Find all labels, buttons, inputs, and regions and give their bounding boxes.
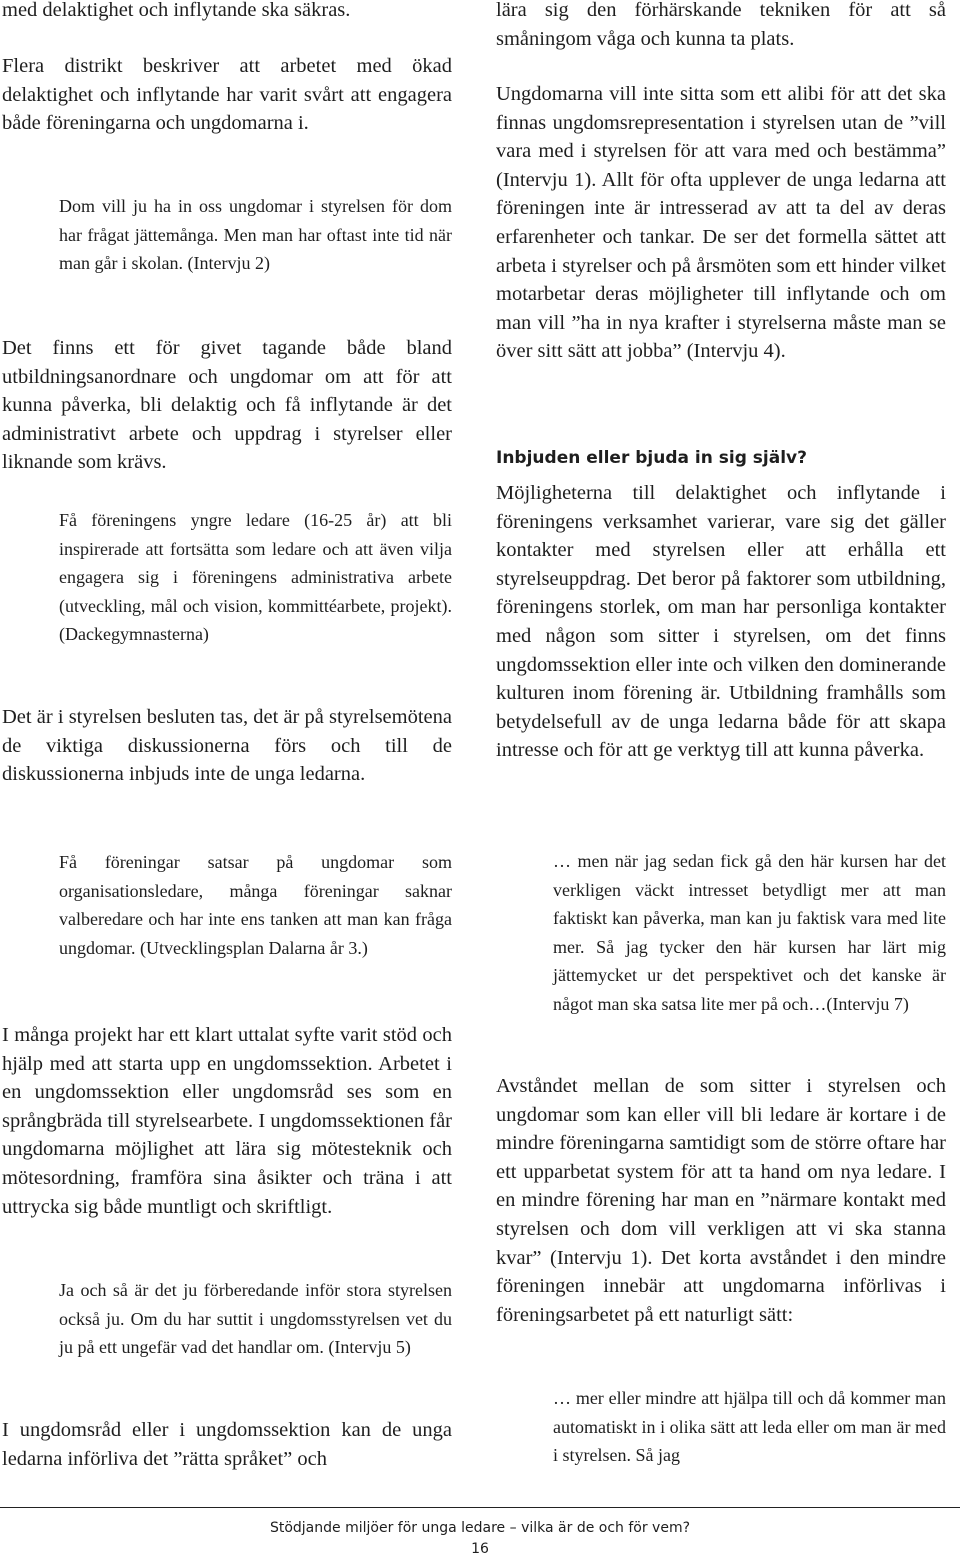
quote: Ja och så är det ju förberedande inför stora styrelsen också ju. Om du har suttit i ungdomsstyrelsen vet du ju på ett ungefär vad det handlar om. (Intervju 5) xyxy=(59,1280,452,1358)
paragraph: Möjligheterna till delaktighet och inflytande i föreningens verksamhet varierar, vare sig det gäller kontakter med styrelsen eller att erhålla ett styrelseuppdrag. Det beror på faktorer som utbildning, föreningens storlek, om man har personliga kontakter med någon som sitter i styrelsen, om det finns ungdomssektion eller inte och vilken den dominerande kulturen inom förening är. Utbildning framhålls som betydelsefull av de unga ledarna både för att skapa intresse och för att ge verktyg till att kunna påverka. xyxy=(496,482,946,762)
paragraph: lära sig den förhärskande tekniken för att så småningom våga och kunna ta plats. xyxy=(496,0,946,50)
paragraph: Flera distrikt beskriver att arbetet med ökad delaktighet och inflytande har varit svårt att engagera både föreningarna och ungdomarna i. xyxy=(2,55,452,135)
paragraph: Ungdomarna vill inte sitta som ett alibi för att det ska finnas ungdomsrepresentation i styrelsen utan de ”vill vara med i styrelsen för att vara med och bestämma” (Intervju 1). Allt för ofta upplever de unga ledarna att föreningen inte är intresserad av att ta del av deras erfarenheter och tankar. De ser det formella sättet att arbeta i styrelser och på årsmöten som ett hinder vilket motarbetar deras möjligheter till inflytande och om man vill ”ha in nya krafter i styrelserna måste man se över sitt sätt att jobba” (Intervju 4). xyxy=(496,83,946,363)
footer-title: Stödjande miljöer för unga ledare – vilka är de och för vem? xyxy=(269,1520,691,1536)
quote: … men när jag sedan fick gå den här kursen har det verkligen väckt intresset betydligt mer att man faktiskt kan påverka, man kan ju faktisk vara med lite mer. Så jag tycker den här kursen har lärt mig jättemycket ur det perspektivet och det kanske är något man ska satsa lite mer på och…(Intervju 7) xyxy=(553,851,946,1014)
quote: Få föreningens yngre ledare (16-25 år) att bli inspirerade att fortsätta som ledare och att även vilja engagera sig i föreningens administrativa arbete (utveckling, mål och vision, kommittéarbete, projekt). (Dackegymnasterna) xyxy=(59,510,452,645)
section-heading: Inbjuden eller bjuda in sig själv? xyxy=(496,448,807,468)
paragraph: Avståndet mellan de som sitter i styrelsen och ungdomar som kan eller vill bli ledare är kortare i de mindre föreningarna samtidigt som de större oftare har ett upparbetat system för att ta hand om nya ledare. I en mindre förening har man en ”närmare kontakt med styrelsen och dom vill verkligen att vi ska stanna kvar” (Intervju 1). Det korta avståndet i den mindre föreningen innebär att ungdomarna införlivas i föreningsarbetet på ett naturligt sätt: xyxy=(496,1075,946,1326)
footer-divider xyxy=(0,1507,960,1508)
quote: Få föreningar satsar på ungdomar som organisationsledare, många föreningar saknar valberedare och har inte ens tanken att man kan fråga ungdomar. (Utvecklingsplan Dalarna år 3.) xyxy=(59,852,452,958)
paragraph: I ungdomsråd eller i ungdomssektion kan de unga ledarna införliva det ”rätta språket” och xyxy=(2,1419,452,1470)
paragraph: Det finns ett för givet tagande både bland utbildningsanordnare och ungdomar om att för att kunna påverka, bli delaktig och få inflytande är det administrativt arbete och uppdrag i styrelser eller liknande som krävs. xyxy=(2,337,452,474)
quote: Dom vill ju ha in oss ungdomar i styrelsen för dom har frågat jättemånga. Men man har oftast inte tid när man går i skolan. (Intervju 2) xyxy=(59,196,452,274)
quote: … mer eller mindre att hjälpa till och då kommer man automatiskt in i olika sätt att leda eller om man är med i styrelsen. Så jag xyxy=(553,1388,946,1466)
page-number: 16 xyxy=(471,1541,489,1557)
paragraph: med delaktighet och inflytande ska säkras. xyxy=(2,0,351,21)
paragraph: Det är i styrelsen besluten tas, det är på styrelsemötena de viktiga diskussionerna förs och till de diskussionerna inbjuds inte de unga ledarna. xyxy=(2,706,452,786)
paragraph: I många projekt har ett klart uttalat syfte varit stöd och hjälp med att starta upp en ungdomssektion. Arbetet i en ungdomssektion eller ungdomsråd ses som en språngbräda till styrelsearbete. I ungdomssektionen får ungdomarna möjlighet att lära sig mötesteknik och mötesordning, framföra sina åsikter och träna i att uttrycka sig både muntligt och skriftligt. xyxy=(2,1024,452,1218)
